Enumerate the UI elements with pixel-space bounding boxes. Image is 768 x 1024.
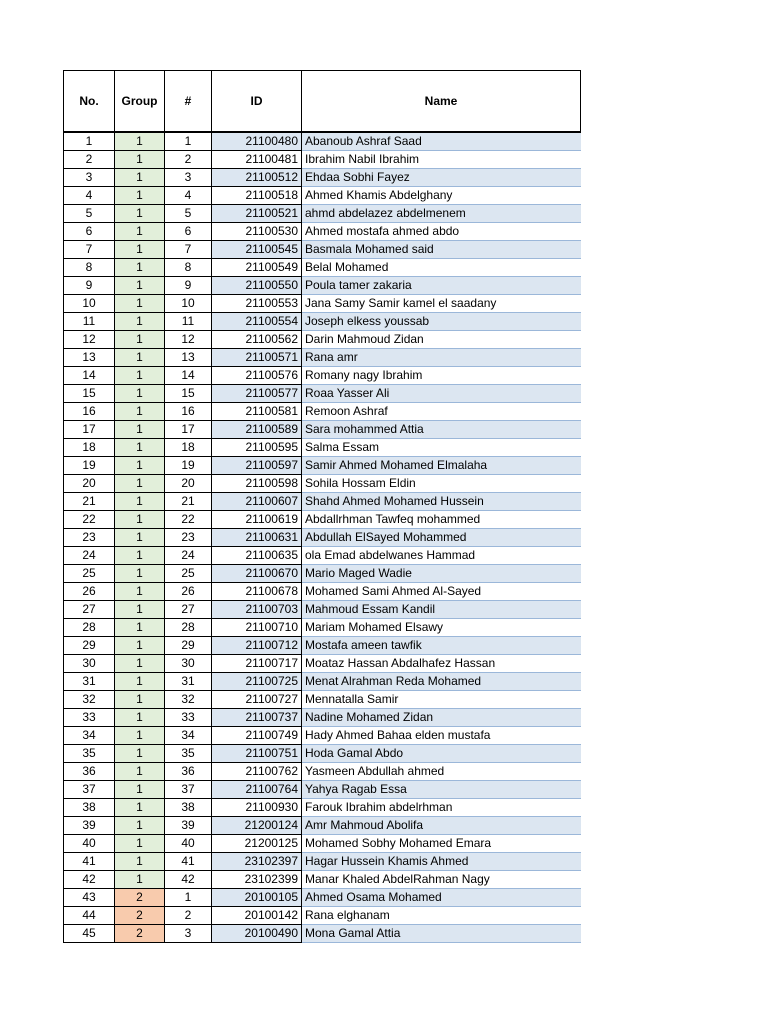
group-index-cell: 18	[165, 439, 212, 457]
group-cell: 2	[115, 889, 165, 907]
group-cell: 1	[115, 421, 165, 439]
group-index-cell: 38	[165, 799, 212, 817]
row-number-cell: 42	[64, 871, 115, 889]
table-row	[64, 655, 581, 673]
student-id-cell: 20100490	[212, 925, 302, 943]
student-name-cell: Mohamed Sobhy Mohamed Emara	[302, 835, 581, 853]
group-index-cell: 40	[165, 835, 212, 853]
student-id-cell: 21100553	[212, 295, 302, 313]
row-number-cell: 25	[64, 565, 115, 583]
group-cell: 1	[115, 439, 165, 457]
group-index-cell: 6	[165, 223, 212, 241]
row-number-cell: 34	[64, 727, 115, 745]
table-body	[64, 132, 581, 943]
student-name-cell: Sara mohammed Attia	[302, 421, 581, 439]
student-name-cell: Mariam Mohamed Elsawy	[302, 619, 581, 637]
table-row	[64, 439, 581, 457]
row-number-cell: 7	[64, 241, 115, 259]
group-cell: 1	[115, 745, 165, 763]
table-row	[64, 205, 581, 223]
table-row	[64, 331, 581, 349]
group-cell: 1	[115, 565, 165, 583]
group-index-cell: 3	[165, 925, 212, 943]
table-row	[64, 295, 581, 313]
table-row	[64, 583, 581, 601]
table-row	[64, 457, 581, 475]
group-index-cell: 13	[165, 349, 212, 367]
row-number-cell: 36	[64, 763, 115, 781]
student-name-cell: Darin Mahmoud Zidan	[302, 331, 581, 349]
student-id-cell: 21100550	[212, 277, 302, 295]
student-name-cell: Ibrahim Nabil Ibrahim	[302, 151, 581, 169]
group-cell: 1	[115, 709, 165, 727]
group-cell: 1	[115, 871, 165, 889]
group-cell: 1	[115, 187, 165, 205]
student-id-cell: 21100703	[212, 601, 302, 619]
student-id-cell: 21100631	[212, 529, 302, 547]
group-cell: 1	[115, 457, 165, 475]
table-row	[64, 745, 581, 763]
table-row	[64, 817, 581, 835]
row-number-cell: 44	[64, 907, 115, 925]
group-cell: 1	[115, 277, 165, 295]
group-index-cell: 28	[165, 619, 212, 637]
student-name-cell: Rana amr	[302, 349, 581, 367]
table-row	[64, 691, 581, 709]
group-cell: 1	[115, 132, 165, 151]
group-index-cell: 11	[165, 313, 212, 331]
student-name-cell: Remoon Ashraf	[302, 403, 581, 421]
table-row	[64, 727, 581, 745]
group-index-cell: 41	[165, 853, 212, 871]
group-index-cell: 10	[165, 295, 212, 313]
header-hash: #	[165, 71, 212, 133]
group-index-cell: 30	[165, 655, 212, 673]
student-name-cell: Menat Alrahman Reda Mohamed	[302, 673, 581, 691]
row-number-cell: 19	[64, 457, 115, 475]
row-number-cell: 16	[64, 403, 115, 421]
student-name-cell: Rana elghanam	[302, 907, 581, 925]
student-name-cell: Abanoub Ashraf Saad	[302, 132, 581, 151]
group-index-cell: 1	[165, 132, 212, 151]
student-name-cell: Samir Ahmed Mohamed Elmalaha	[302, 457, 581, 475]
student-name-cell: Sohila Hossam Eldin	[302, 475, 581, 493]
row-number-cell: 15	[64, 385, 115, 403]
student-id-cell: 21100712	[212, 637, 302, 655]
student-id-cell: 21100577	[212, 385, 302, 403]
table-row	[64, 673, 581, 691]
student-id-cell: 21100562	[212, 331, 302, 349]
table-row	[64, 709, 581, 727]
student-name-cell: Ahmed Osama Mohamed	[302, 889, 581, 907]
student-name-cell: Basmala Mohamed said	[302, 241, 581, 259]
group-index-cell: 7	[165, 241, 212, 259]
header-group: Group	[115, 71, 165, 133]
table-row	[64, 169, 581, 187]
row-number-cell: 37	[64, 781, 115, 799]
table-row	[64, 511, 581, 529]
student-name-cell: Mona Gamal Attia	[302, 925, 581, 943]
student-id-cell: 23102397	[212, 853, 302, 871]
group-cell: 1	[115, 223, 165, 241]
table-row	[64, 781, 581, 799]
group-cell: 1	[115, 763, 165, 781]
group-cell: 1	[115, 511, 165, 529]
student-name-cell: Hady Ahmed Bahaa elden mustafa	[302, 727, 581, 745]
row-number-cell: 40	[64, 835, 115, 853]
student-id-cell: 21100571	[212, 349, 302, 367]
group-cell: 2	[115, 907, 165, 925]
student-name-cell: Shahd Ahmed Mohamed Hussein	[302, 493, 581, 511]
student-id-cell: 21100670	[212, 565, 302, 583]
group-cell: 1	[115, 205, 165, 223]
group-cell: 1	[115, 529, 165, 547]
group-cell: 1	[115, 493, 165, 511]
table-row	[64, 349, 581, 367]
header-name: Name	[302, 71, 581, 133]
group-index-cell: 29	[165, 637, 212, 655]
row-number-cell: 24	[64, 547, 115, 565]
group-cell: 1	[115, 259, 165, 277]
student-id-cell: 21100717	[212, 655, 302, 673]
row-number-cell: 4	[64, 187, 115, 205]
table-row	[64, 421, 581, 439]
student-id-cell: 21100530	[212, 223, 302, 241]
group-cell: 1	[115, 781, 165, 799]
row-number-cell: 35	[64, 745, 115, 763]
student-id-cell: 21100635	[212, 547, 302, 565]
student-id-cell: 21100727	[212, 691, 302, 709]
group-index-cell: 22	[165, 511, 212, 529]
student-id-cell: 21200125	[212, 835, 302, 853]
row-number-cell: 33	[64, 709, 115, 727]
student-id-cell: 21100678	[212, 583, 302, 601]
group-cell: 1	[115, 727, 165, 745]
table-row	[64, 799, 581, 817]
group-cell: 1	[115, 817, 165, 835]
row-number-cell: 6	[64, 223, 115, 241]
group-cell: 1	[115, 619, 165, 637]
student-id-cell: 21100595	[212, 439, 302, 457]
row-number-cell: 2	[64, 151, 115, 169]
row-number-cell: 43	[64, 889, 115, 907]
row-number-cell: 32	[64, 691, 115, 709]
student-name-cell: Hagar Hussein Khamis Ahmed	[302, 853, 581, 871]
group-cell: 1	[115, 655, 165, 673]
group-index-cell: 1	[165, 889, 212, 907]
table-row	[64, 619, 581, 637]
group-index-cell: 2	[165, 151, 212, 169]
student-id-cell: 21100710	[212, 619, 302, 637]
table-row	[64, 277, 581, 295]
group-cell: 1	[115, 799, 165, 817]
group-cell: 1	[115, 547, 165, 565]
group-index-cell: 2	[165, 907, 212, 925]
group-cell: 1	[115, 385, 165, 403]
row-number-cell: 17	[64, 421, 115, 439]
student-name-cell: Joseph elkess youssab	[302, 313, 581, 331]
student-id-cell: 21100521	[212, 205, 302, 223]
student-name-cell: Ahmed mostafa ahmed abdo	[302, 223, 581, 241]
student-id-cell: 21100581	[212, 403, 302, 421]
table-row	[64, 151, 581, 169]
group-index-cell: 27	[165, 601, 212, 619]
row-number-cell: 1	[64, 132, 115, 151]
header-no: No.	[64, 71, 115, 133]
student-name-cell: Mostafa ameen tawfik	[302, 637, 581, 655]
student-id-cell: 21100512	[212, 169, 302, 187]
student-id-cell: 21100589	[212, 421, 302, 439]
student-id-cell: 21100607	[212, 493, 302, 511]
group-cell: 1	[115, 835, 165, 853]
row-number-cell: 8	[64, 259, 115, 277]
table-row	[64, 223, 581, 241]
student-id-cell: 23102399	[212, 871, 302, 889]
student-id-cell: 21100549	[212, 259, 302, 277]
group-cell: 1	[115, 637, 165, 655]
student-id-cell: 20100105	[212, 889, 302, 907]
table-row	[64, 241, 581, 259]
group-index-cell: 3	[165, 169, 212, 187]
group-index-cell: 36	[165, 763, 212, 781]
group-cell: 1	[115, 601, 165, 619]
student-name-cell: Jana Samy Samir kamel el saadany	[302, 295, 581, 313]
student-name-cell: Ehdaa Sobhi Fayez	[302, 169, 581, 187]
student-name-cell: Mario Maged Wadie	[302, 565, 581, 583]
table-row	[64, 637, 581, 655]
group-index-cell: 5	[165, 205, 212, 223]
table-row	[64, 907, 581, 925]
row-number-cell: 31	[64, 673, 115, 691]
student-name-cell: Poula tamer zakaria	[302, 277, 581, 295]
group-index-cell: 33	[165, 709, 212, 727]
student-name-cell: Amr Mahmoud Abolifa	[302, 817, 581, 835]
student-id-cell: 21100764	[212, 781, 302, 799]
group-cell: 1	[115, 241, 165, 259]
student-id-cell: 21100749	[212, 727, 302, 745]
student-name-cell: Hoda Gamal Abdo	[302, 745, 581, 763]
row-number-cell: 5	[64, 205, 115, 223]
group-index-cell: 23	[165, 529, 212, 547]
group-cell: 2	[115, 925, 165, 943]
group-index-cell: 35	[165, 745, 212, 763]
group-index-cell: 32	[165, 691, 212, 709]
group-cell: 1	[115, 331, 165, 349]
row-number-cell: 29	[64, 637, 115, 655]
group-cell: 1	[115, 853, 165, 871]
table-row	[64, 493, 581, 511]
student-id-cell: 21100598	[212, 475, 302, 493]
student-id-cell: 21100480	[212, 132, 302, 151]
student-name-cell: Farouk Ibrahim abdelrhman	[302, 799, 581, 817]
group-index-cell: 25	[165, 565, 212, 583]
row-number-cell: 10	[64, 295, 115, 313]
group-cell: 1	[115, 403, 165, 421]
table-row	[64, 403, 581, 421]
row-number-cell: 30	[64, 655, 115, 673]
row-number-cell: 12	[64, 331, 115, 349]
row-number-cell: 22	[64, 511, 115, 529]
row-number-cell: 27	[64, 601, 115, 619]
group-cell: 1	[115, 349, 165, 367]
student-id-cell: 21100597	[212, 457, 302, 475]
group-index-cell: 42	[165, 871, 212, 889]
table-row	[64, 259, 581, 277]
group-index-cell: 24	[165, 547, 212, 565]
table-row	[64, 601, 581, 619]
group-index-cell: 17	[165, 421, 212, 439]
row-number-cell: 20	[64, 475, 115, 493]
group-index-cell: 26	[165, 583, 212, 601]
group-cell: 1	[115, 313, 165, 331]
table-row	[64, 385, 581, 403]
table-row	[64, 132, 581, 151]
student-id-cell: 21100762	[212, 763, 302, 781]
student-id-cell: 21100751	[212, 745, 302, 763]
group-index-cell: 21	[165, 493, 212, 511]
group-index-cell: 20	[165, 475, 212, 493]
student-id-cell: 21100930	[212, 799, 302, 817]
table-row	[64, 313, 581, 331]
student-name-cell: Mennatalla Samir	[302, 691, 581, 709]
row-number-cell: 38	[64, 799, 115, 817]
student-id-cell: 20100142	[212, 907, 302, 925]
row-number-cell: 14	[64, 367, 115, 385]
student-name-cell: Abdallrhman Tawfeq mohammed	[302, 511, 581, 529]
group-index-cell: 16	[165, 403, 212, 421]
student-name-cell: Abdullah ElSayed Mohammed	[302, 529, 581, 547]
table-row	[64, 925, 581, 943]
row-number-cell: 23	[64, 529, 115, 547]
group-index-cell: 34	[165, 727, 212, 745]
student-name-cell: ahmd abdelazez abdelmenem	[302, 205, 581, 223]
student-name-cell: Mahmoud Essam Kandil	[302, 601, 581, 619]
group-index-cell: 19	[165, 457, 212, 475]
row-number-cell: 18	[64, 439, 115, 457]
group-index-cell: 14	[165, 367, 212, 385]
row-number-cell: 13	[64, 349, 115, 367]
table-row	[64, 475, 581, 493]
row-number-cell: 21	[64, 493, 115, 511]
group-cell: 1	[115, 169, 165, 187]
row-number-cell: 11	[64, 313, 115, 331]
group-index-cell: 8	[165, 259, 212, 277]
table-row	[64, 871, 581, 889]
row-number-cell: 3	[64, 169, 115, 187]
student-id-cell: 21100725	[212, 673, 302, 691]
student-name-cell: Salma Essam	[302, 439, 581, 457]
student-id-cell: 21100481	[212, 151, 302, 169]
row-number-cell: 45	[64, 925, 115, 943]
student-name-cell: Manar Khaled AbdelRahman Nagy	[302, 871, 581, 889]
row-number-cell: 28	[64, 619, 115, 637]
table-row	[64, 763, 581, 781]
header-row	[64, 71, 581, 133]
student-name-cell: Nadine Mohamed Zidan	[302, 709, 581, 727]
row-number-cell: 39	[64, 817, 115, 835]
row-number-cell: 41	[64, 853, 115, 871]
group-index-cell: 37	[165, 781, 212, 799]
group-cell: 1	[115, 475, 165, 493]
student-id-cell: 21100554	[212, 313, 302, 331]
table-row	[64, 565, 581, 583]
student-id-cell: 21100518	[212, 187, 302, 205]
student-name-cell: Roaa Yasser Ali	[302, 385, 581, 403]
student-name-cell: Mohamed Sami Ahmed Al-Sayed	[302, 583, 581, 601]
group-index-cell: 4	[165, 187, 212, 205]
group-index-cell: 12	[165, 331, 212, 349]
header-id: ID	[212, 71, 302, 133]
student-name-cell: Yahya Ragab Essa	[302, 781, 581, 799]
student-table	[63, 70, 581, 943]
table-row	[64, 547, 581, 565]
student-name-cell: Ahmed Khamis Abdelghany	[302, 187, 581, 205]
student-id-cell: 21100737	[212, 709, 302, 727]
group-index-cell: 39	[165, 817, 212, 835]
group-index-cell: 31	[165, 673, 212, 691]
student-name-cell: ola Emad abdelwanes Hammad	[302, 547, 581, 565]
table-row	[64, 853, 581, 871]
student-name-cell: Belal Mohamed	[302, 259, 581, 277]
student-name-cell: Moataz Hassan Abdalhafez Hassan	[302, 655, 581, 673]
group-index-cell: 15	[165, 385, 212, 403]
student-id-cell: 21100619	[212, 511, 302, 529]
group-cell: 1	[115, 673, 165, 691]
student-name-cell: Romany nagy Ibrahim	[302, 367, 581, 385]
student-name-cell: Yasmeen Abdullah ahmed	[302, 763, 581, 781]
table-row	[64, 367, 581, 385]
student-id-cell: 21100576	[212, 367, 302, 385]
group-cell: 1	[115, 151, 165, 169]
table-row	[64, 835, 581, 853]
group-cell: 1	[115, 295, 165, 313]
row-number-cell: 9	[64, 277, 115, 295]
student-id-cell: 21200124	[212, 817, 302, 835]
row-number-cell: 26	[64, 583, 115, 601]
group-cell: 1	[115, 367, 165, 385]
group-cell: 1	[115, 583, 165, 601]
table-row	[64, 187, 581, 205]
group-cell: 1	[115, 691, 165, 709]
table-row	[64, 529, 581, 547]
table-row	[64, 889, 581, 907]
student-id-cell: 21100545	[212, 241, 302, 259]
group-index-cell: 9	[165, 277, 212, 295]
